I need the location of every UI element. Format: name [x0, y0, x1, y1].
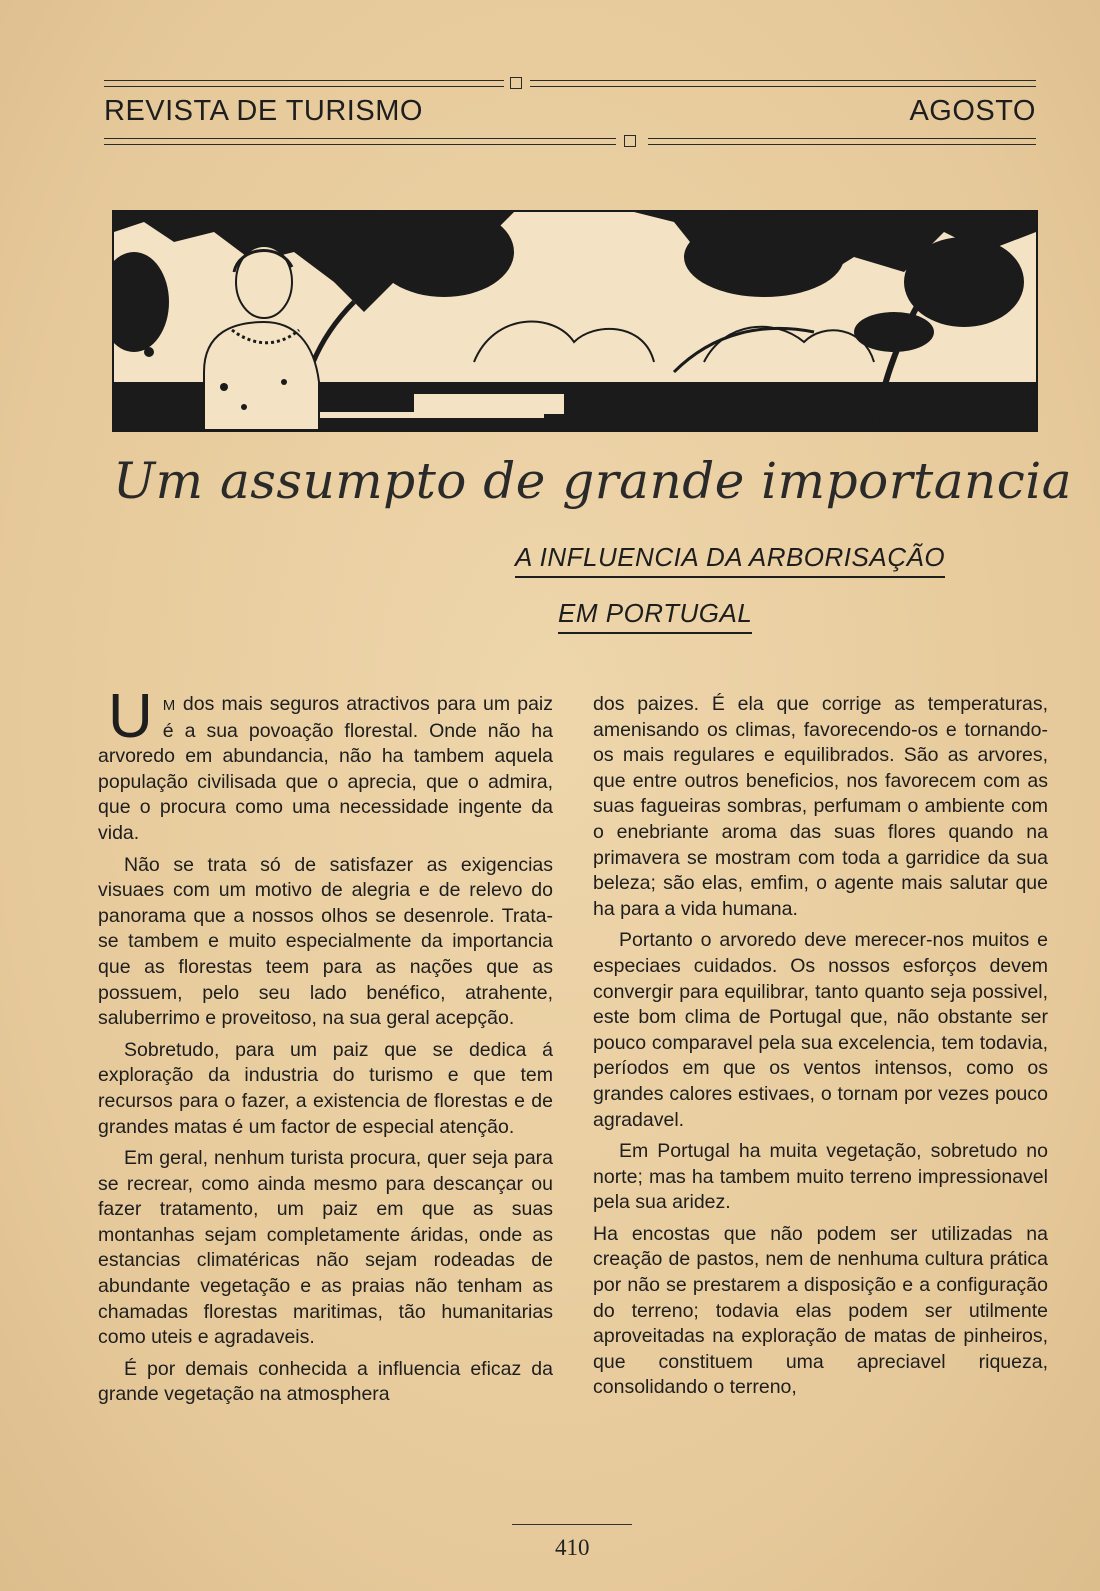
- article-column-right: [593, 692, 1048, 1407]
- woodcut-illustration: [112, 210, 1038, 432]
- header-rule-top-left: [104, 80, 504, 87]
- paragraph-text: dos mais seguros atractivos para um paiz é a sua povoação florestal. Onde não ha arvoredo em abundancia, não ha tambem aquela população civilisada que o aprecia, que o admira, que o procura como uma necessidade ingente da vida.: [98, 693, 553, 844]
- paragraph-right-2: Portanto o arvoredo deve merecer-nos muitos e especiaes cuidados. Os nossos esforços devem convergir para equilibrar, tanto quanto seja possivel, este bom clima de Portugal que, não obstante ser pouco comparavel pela sua excelencia, tem todavia, períodos em que os ventos intensos, como os grandes calores estivaes, o tornam por vezes pouco agradavel.: [593, 929, 1048, 1131]
- paragraph-left-1: [98, 682, 553, 847]
- article-title: Um assumpto de grande importancia: [113, 452, 1073, 510]
- header-rule-bottom-left: [104, 138, 616, 145]
- page-number: 410: [555, 1535, 590, 1560]
- paragraph-right-3: Em Portugal ha muita vegetação, sobretudo no norte; mas ha tambem muito terreno impressionavel pela sua aridez.: [593, 1140, 1048, 1214]
- header-rule-top-right: [530, 80, 1036, 87]
- paragraph-left-5: É por demais conhecida a influencia eficaz da grande vegetação na atmosphera: [98, 1357, 553, 1406]
- paragraph-right-1: dos paizes. É ela que corrige as temperaturas, amenisando os climas, favorecendo-os e tornando-os mais regulares e equilibrados. São as arvores, que entre outros beneficios, nos favorecem com as suas fagueiras sombras, perfumam o ambiente com o enebriante aroma das suas flores quando na primavera se mostram com toda a garridice da sua beleza; são elas, emfim, o agente mais salutar que ha para a vida humana.: [593, 693, 1048, 920]
- paragraph-left-2: Não se trata só de satisfazer as exigencias visuaes com um motivo de alegria e de relevo do panorama que a nossos olhos se desenrole. Trata-se tambem e muito especialmente da importancia que as florestas teem para as nações que as possuem, pelo seu lado benéfico, atrahente, saluberrimo e proveitoso, na sua geral acepção.: [98, 853, 553, 1030]
- paragraph-right-4: Ha encostas que não podem ser utilizadas na creação de pastos, nem de nenhuma cultura prática por não se prestarem a disposição e a configuração do terreno; todavia elas podem ser utilmente aproveitadas na exploração de matas de pinheiros, que constituem uma apreciavel riqueza, consolidando o terreno,: [593, 1222, 1048, 1399]
- woodcut-landscape-woman-trees-icon: [114, 212, 1036, 430]
- header-month: AGOSTO: [909, 95, 1036, 127]
- paragraph-left-3: Sobretudo, para um paiz que se dedica á exploração da industria do turismo e que tem recursos para o fazer, a existencia de florestas e de grandes matas é um factor de especial atenção.: [98, 1038, 553, 1138]
- drop-cap: U: [108, 682, 153, 751]
- article-subtitle-line2: EM PORTUGAL: [558, 598, 752, 634]
- paragraph-left-4: Em geral, nenhum turista procura, quer seja para se recrear, como ainda mesmo para descançar ou fazer tratamento, um paiz em que as suas montanhas sejam completamente áridas, onde as estancias climatéricas não sejam rodeadas de abundante vegetação e as praias não tenham as chamadas florestas maritimas, tão humanitarias como uteis e agradaveis.: [98, 1147, 553, 1349]
- header-ornament-bottom: [624, 135, 636, 147]
- article-subtitle-line1: A INFLUENCIA DA ARBORISAÇÃO: [515, 542, 945, 578]
- header-publication-title: REVISTA DE TURISMO: [104, 95, 423, 127]
- drop-cap-rest: M: [162, 697, 176, 714]
- article-column-left: [98, 682, 553, 1414]
- footer-rule: [512, 1524, 632, 1525]
- header-rule-bottom-right: [648, 138, 1036, 145]
- header-ornament-top: [510, 77, 522, 89]
